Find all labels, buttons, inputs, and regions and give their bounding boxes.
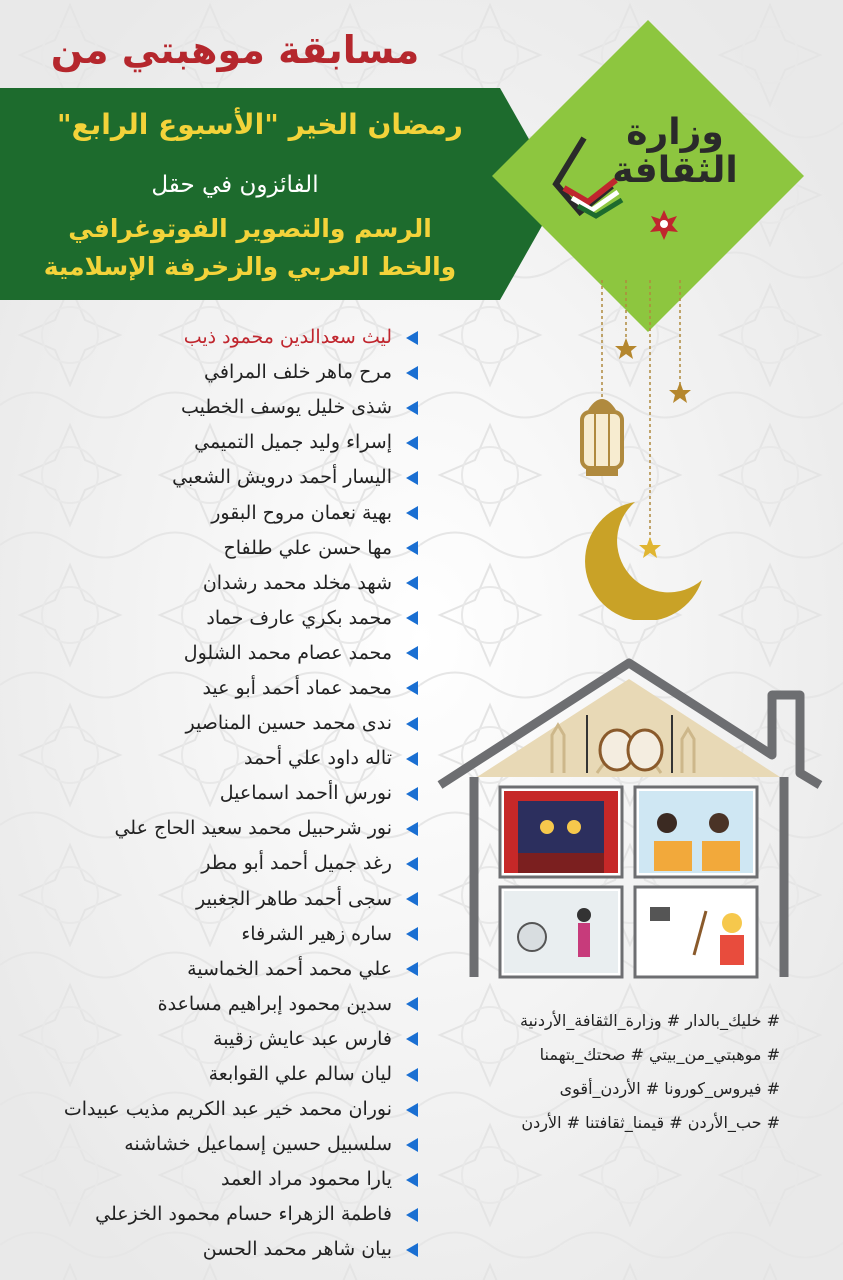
list-item [0, 1197, 418, 1232]
hashtag-line: # خليك_بالدار # وزارة_الثقافة_الأردنية [520, 1011, 780, 1030]
list-item [0, 952, 418, 987]
winner-name: نوران محمد خير عبد الكريم مذيب عبيدات [63, 1098, 392, 1121]
bullet-arrow-icon [406, 436, 418, 450]
bullet-arrow-icon [406, 1103, 418, 1117]
list-item [0, 1162, 418, 1197]
bullet-arrow-icon [406, 822, 418, 836]
list-item [0, 671, 418, 706]
bullet-arrow-icon [406, 1032, 418, 1046]
winner-name: ندى محمد حسين المناصير [185, 712, 392, 735]
bullet-arrow-icon [406, 471, 418, 485]
bullet-arrow-icon [406, 927, 418, 941]
winner-name: فارس عبد عايش زقيبة [213, 1027, 392, 1050]
winner-name: نورس اأحمد اسماعيل [219, 782, 392, 805]
list-item [0, 1057, 418, 1092]
bullet-arrow-icon [406, 331, 418, 345]
bullet-arrow-icon [406, 681, 418, 695]
bullet-arrow-icon [406, 506, 418, 520]
bullet-arrow-icon [406, 1068, 418, 1082]
winner-name: سدين محمود إبراهيم مساعدة [157, 992, 392, 1015]
winner-name: شهد مخلد محمد رشدان [202, 571, 392, 594]
list-item [0, 1127, 418, 1162]
winner-name: مها حسن علي طلفاح [223, 536, 392, 559]
lantern-icon [582, 399, 622, 476]
house-illustration [432, 655, 827, 985]
banner-field-line-1: الرسم والتصوير الفوتوغرافي [68, 214, 432, 243]
banner-subtitle: رمضان الخير "الأسبوع الرابع" [57, 108, 463, 141]
bullet-arrow-icon [406, 576, 418, 590]
list-item [0, 776, 418, 811]
bullet-arrow-icon [406, 962, 418, 976]
banner-winners-in: الفائزون في حقل [151, 172, 319, 198]
winner-name: ساره زهير الشرفاء [241, 922, 392, 945]
hashtag-line: # موهبتي_من_بيتي # صحتك_بتهمنا [539, 1045, 780, 1064]
star-icon [669, 382, 691, 403]
panel-music [500, 887, 622, 977]
panel-reading [635, 787, 757, 877]
crescent-icon [585, 502, 702, 620]
winner-name: محمد بكري عارف حماد [206, 606, 392, 629]
winner-name: محمد عماد أحمد أبو عيد [202, 676, 392, 699]
star-icon [615, 338, 637, 359]
bullet-arrow-icon [406, 1138, 418, 1152]
bullet-arrow-icon [406, 1243, 418, 1257]
list-item [0, 390, 418, 425]
drum-icon [600, 730, 662, 770]
bullet-arrow-icon [406, 1173, 418, 1187]
bullet-arrow-icon [406, 646, 418, 660]
list-item [0, 460, 418, 495]
bullet-arrow-icon [406, 611, 418, 625]
winners-list [0, 320, 418, 1268]
winner-name: محمد عصام محمد الشلول [183, 641, 392, 664]
bullet-arrow-icon [406, 1208, 418, 1222]
list-item [0, 320, 418, 355]
page-title: مسابقة موهبتي من [50, 28, 420, 72]
list-item [0, 425, 418, 460]
list-item [0, 355, 418, 390]
bullet-arrow-icon [406, 787, 418, 801]
list-item [0, 1232, 418, 1267]
bullet-arrow-icon [406, 541, 418, 555]
winner-name: فاطمة الزهراء حسام محمود الخزعلي [95, 1203, 392, 1226]
bullet-arrow-icon [406, 752, 418, 766]
bullet-arrow-icon [406, 717, 418, 731]
winner-name: بيان شاهر محمد الحسن [202, 1238, 392, 1261]
winner-name: رغد جميل أحمد أبو مطر [201, 852, 392, 875]
list-item [0, 882, 418, 917]
ramadan-decoration [540, 280, 740, 620]
star-icon [639, 537, 661, 558]
list-item [0, 1092, 418, 1127]
bullet-arrow-icon [406, 401, 418, 415]
list-item [0, 495, 418, 530]
winner-name: مرح ماهر خلف المرافي [204, 361, 392, 384]
winner-name: سجى أحمد طاهر الجغبير [196, 887, 392, 910]
hashtag-line: # فيروس_كورونا # الأردن_أقوى [559, 1079, 780, 1098]
winner-name: شذى خليل يوسف الخطيب [180, 396, 392, 419]
list-item [0, 531, 418, 566]
list-item [0, 741, 418, 776]
winner-name: علي محمد أحمد الخماسية [187, 957, 392, 980]
winner-name: إسراء وليد جميل التميمي [194, 431, 392, 454]
winner-name: اليسار أحمد درويش الشعبي [172, 466, 392, 489]
logo-text-line-1: وزارة [626, 112, 724, 153]
winner-name: تاله داود علي أحمد [244, 747, 392, 770]
list-item [0, 811, 418, 846]
hashtag-line: # حب_الأردن # قيمنا_ثقافتنا # الأردن [521, 1113, 780, 1132]
panel-painting [635, 887, 757, 977]
logo-text-line-2: الثقافة [612, 150, 738, 191]
bullet-arrow-icon [406, 366, 418, 380]
banner-field-line-2: والخط العربي والزخرفة الإسلامية [43, 252, 457, 281]
bullet-arrow-icon [406, 857, 418, 871]
list-item [0, 917, 418, 952]
list-item [0, 846, 418, 881]
panel-theater [500, 787, 622, 877]
list-item [0, 1022, 418, 1057]
winner-name: يارا محمود مراد العمد [221, 1168, 392, 1191]
list-item [0, 987, 418, 1022]
winner-name: ليث سعدالدين محمود ذيب [183, 326, 392, 349]
winner-name: بهية نعمان مروح البقور [211, 501, 392, 524]
list-item [0, 601, 418, 636]
winner-name: سلسبيل حسين إسماعيل خشاشنه [124, 1133, 392, 1156]
winner-name: نور شرحبيل محمد سعيد الحاج علي [114, 817, 392, 840]
hashtags [470, 1004, 780, 1140]
list-item [0, 566, 418, 601]
bullet-arrow-icon [406, 997, 418, 1011]
list-item [0, 636, 418, 671]
list-item [0, 706, 418, 741]
winner-name: ليان سالم علي القوابعة [208, 1063, 392, 1086]
bullet-arrow-icon [406, 892, 418, 906]
